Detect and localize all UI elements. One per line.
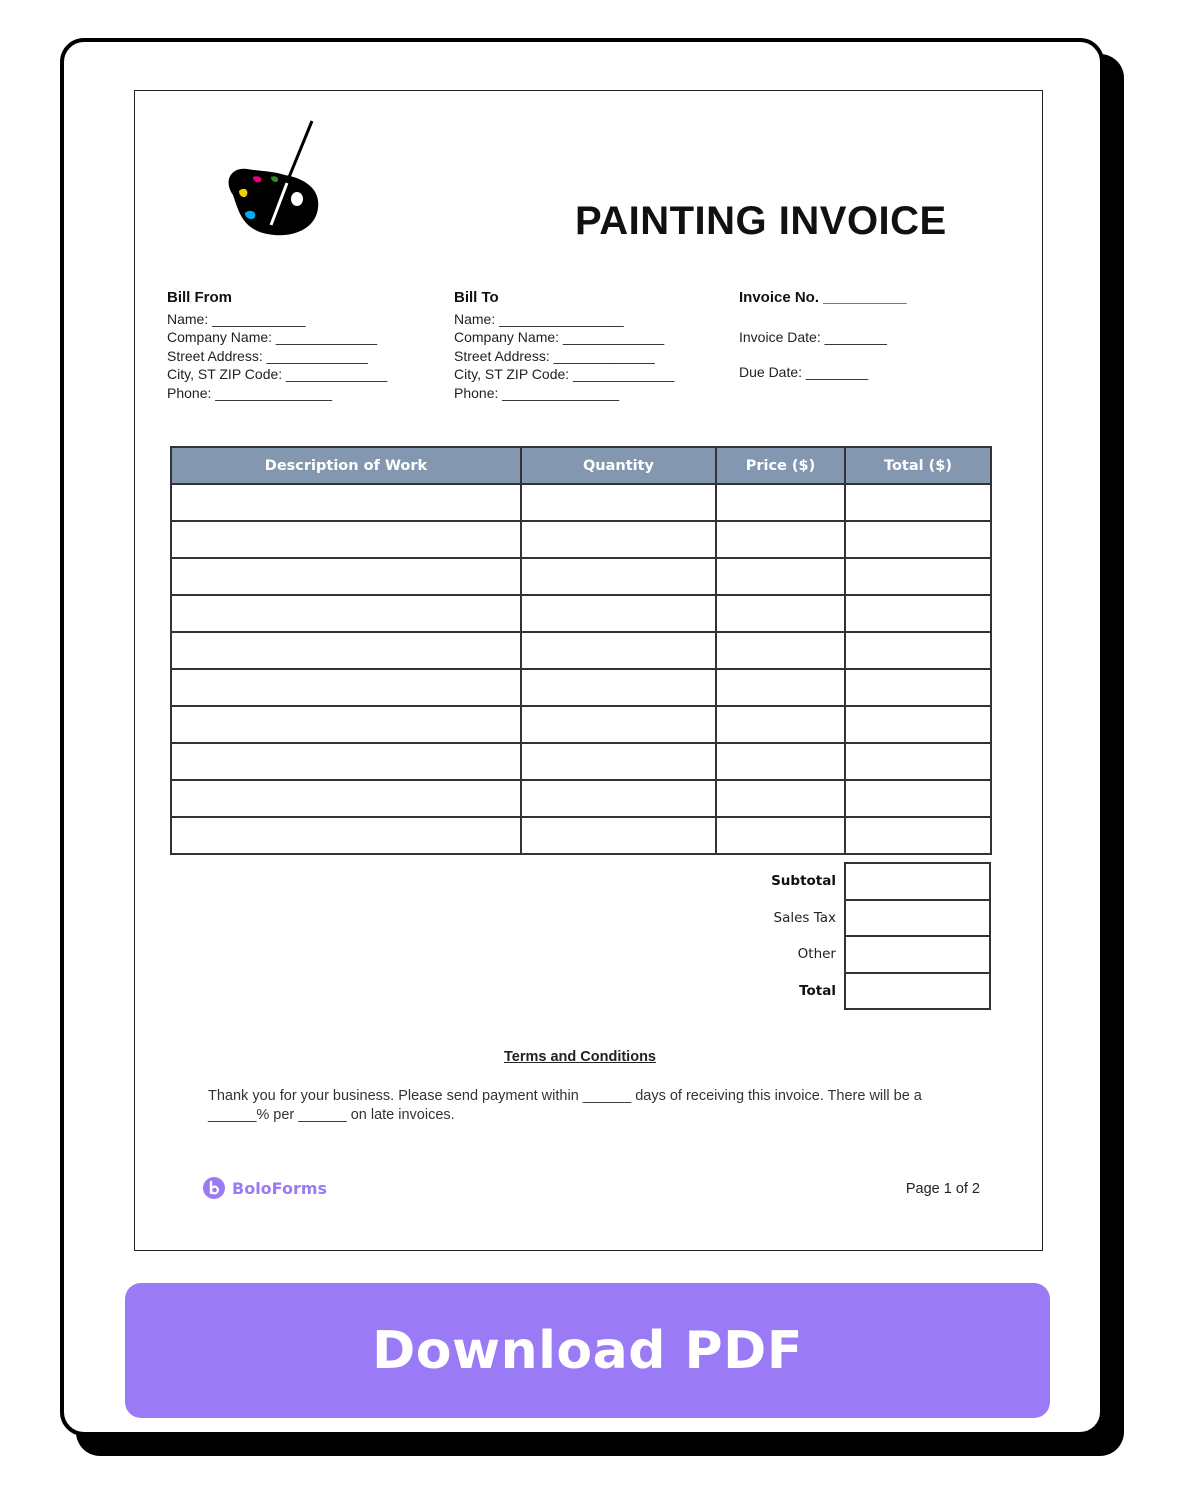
table-row xyxy=(171,558,991,595)
quantity-cell[interactable] xyxy=(521,632,716,669)
price-cell[interactable] xyxy=(716,632,845,669)
bill-from-phone[interactable]: Phone: _______________ xyxy=(167,384,333,401)
description-cell[interactable] xyxy=(171,632,521,669)
quantity-cell[interactable] xyxy=(521,743,716,780)
total-cell[interactable] xyxy=(845,484,991,521)
invoice-title: PAINTING INVOICE xyxy=(575,199,947,243)
other-row xyxy=(670,936,990,973)
table-row xyxy=(171,632,991,669)
other-cell[interactable] xyxy=(845,936,990,973)
total-cell[interactable] xyxy=(845,817,991,854)
price-cell[interactable] xyxy=(716,484,845,521)
totals-table xyxy=(670,862,991,1010)
bill-to-block xyxy=(454,289,674,402)
bill-to-heading: Bill To xyxy=(454,289,499,306)
total-cell[interactable] xyxy=(845,780,991,817)
brand-name: BoloForms xyxy=(232,1178,328,1198)
bill-to-phone[interactable]: Phone: _______________ xyxy=(454,384,620,401)
bill-to-name[interactable]: Name: ________________ xyxy=(454,310,624,327)
bill-from-city[interactable]: City, ST ZIP Code: _____________ xyxy=(167,366,388,382)
description-cell[interactable] xyxy=(171,743,521,780)
table-row xyxy=(171,817,991,854)
description-cell[interactable] xyxy=(171,817,521,854)
description-cell[interactable] xyxy=(171,780,521,817)
price-cell[interactable] xyxy=(716,817,845,854)
bill-from-company[interactable]: Company Name: _____________ xyxy=(167,329,378,345)
sales-tax-label: Sales Tax xyxy=(773,909,836,926)
quantity-cell[interactable] xyxy=(521,595,716,632)
quantity-cell[interactable] xyxy=(521,669,716,706)
subtotal-cell[interactable] xyxy=(845,863,990,900)
column-header-price: Price ($) xyxy=(716,447,845,484)
price-cell[interactable] xyxy=(716,669,845,706)
description-cell[interactable] xyxy=(171,706,521,743)
total-cell[interactable] xyxy=(845,632,991,669)
total-cell[interactable] xyxy=(845,743,991,780)
quantity-cell[interactable] xyxy=(521,706,716,743)
other-label: Other xyxy=(797,946,836,963)
price-cell[interactable] xyxy=(716,558,845,595)
bill-from-heading: Bill From xyxy=(167,289,233,306)
description-cell[interactable] xyxy=(171,484,521,521)
page-number: Page 1 of 2 xyxy=(905,1181,980,1197)
bill-from-block xyxy=(167,289,387,402)
bill-to-street[interactable]: Street Address: _____________ xyxy=(454,347,655,364)
boloforms-brand xyxy=(203,1177,327,1199)
description-cell[interactable] xyxy=(171,595,521,632)
total-cell[interactable] xyxy=(845,558,991,595)
invoice-number-field[interactable]: Invoice No. __________ xyxy=(739,289,907,306)
table-row xyxy=(171,669,991,706)
table-row xyxy=(171,484,991,521)
subtotal-row xyxy=(670,863,990,900)
quantity-cell[interactable] xyxy=(521,780,716,817)
boloforms-logo-icon xyxy=(203,1177,225,1199)
bill-from-street[interactable]: Street Address: _____________ xyxy=(167,347,368,364)
total-cell[interactable] xyxy=(845,595,991,632)
table-row xyxy=(171,706,991,743)
total-cell[interactable] xyxy=(845,973,990,1010)
description-cell[interactable] xyxy=(171,521,521,558)
description-cell[interactable] xyxy=(171,669,521,706)
download-pdf-label: Download PDF xyxy=(372,1320,803,1381)
total-cell[interactable] xyxy=(845,706,991,743)
table-header-row xyxy=(171,447,991,484)
subtotal-label: Subtotal xyxy=(771,873,836,890)
quantity-cell[interactable] xyxy=(521,521,716,558)
table-row xyxy=(171,521,991,558)
column-header-quantity: Quantity xyxy=(521,447,716,484)
price-cell[interactable] xyxy=(716,743,845,780)
total-label: Total xyxy=(799,982,836,999)
table-row xyxy=(171,743,991,780)
sales-tax-row xyxy=(670,900,990,937)
line-items-table xyxy=(170,446,992,855)
description-cell[interactable] xyxy=(171,558,521,595)
invoice-document xyxy=(134,90,1043,1251)
invoice-info-block xyxy=(739,289,907,382)
quantity-cell[interactable] xyxy=(521,817,716,854)
bill-to-company[interactable]: Company Name: _____________ xyxy=(454,329,665,345)
price-cell[interactable] xyxy=(716,780,845,817)
sales-tax-cell[interactable] xyxy=(845,900,990,937)
download-pdf-button[interactable] xyxy=(125,1283,1050,1418)
total-cell[interactable] xyxy=(845,521,991,558)
quantity-cell[interactable] xyxy=(521,558,716,595)
terms-title: Terms and Conditions xyxy=(504,1049,656,1065)
total-row xyxy=(670,973,990,1010)
price-cell[interactable] xyxy=(716,595,845,632)
total-cell[interactable] xyxy=(845,669,991,706)
table-row xyxy=(171,595,991,632)
quantity-cell[interactable] xyxy=(521,484,716,521)
table-row xyxy=(171,780,991,817)
invoice-date-field[interactable]: Invoice Date: ________ xyxy=(739,328,887,345)
price-cell[interactable] xyxy=(716,521,845,558)
bill-to-city[interactable]: City, ST ZIP Code: _____________ xyxy=(454,366,675,382)
column-header-total: Total ($) xyxy=(845,447,991,484)
due-date-field[interactable]: Due Date: ________ xyxy=(739,364,869,380)
column-header-description: Description of Work xyxy=(171,447,521,484)
price-cell[interactable] xyxy=(716,706,845,743)
bill-from-name[interactable]: Name: ____________ xyxy=(167,310,306,327)
terms-text: Thank you for your business. Please send payment within ______ days of receiving this invoice. There will be a ______% per ______ on late invoices. xyxy=(208,1088,922,1123)
paint-palette-icon xyxy=(215,117,327,245)
